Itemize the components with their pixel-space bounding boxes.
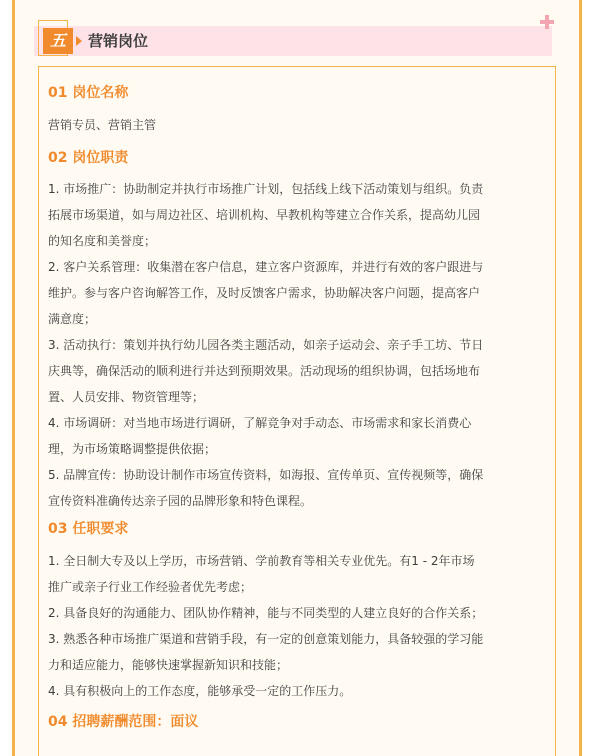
- duty-line: 3. 活动执行：策划并执行幼儿园各类主题活动，如亲子运动会、亲子手工坊、节日: [48, 338, 484, 352]
- duty-line: 理，为市场策略调整提供依据；: [48, 442, 217, 456]
- plus-icon: [540, 15, 554, 29]
- position-name-text: 营销专员、营销主管: [48, 118, 157, 132]
- section-number-badge: 五: [43, 28, 73, 54]
- duty-line: 维护。参与客户咨询解答工作，及时反馈客户需求，协助解决客户问题，提高客户: [48, 286, 481, 300]
- requirements-heading: 03 任职要求: [48, 521, 129, 537]
- duty-line: 2. 客户关系管理：收集潜在客户信息，建立客户资源库，并进行有效的客户跟进与: [48, 260, 484, 274]
- duty-line: 宣传资料准确传达亲子园的品牌形象和特色课程。: [48, 494, 313, 508]
- position-name-heading: 01 岗位名称: [48, 85, 129, 101]
- requirement-line: 推广或亲子行业工作经验者优先考虑；: [48, 580, 253, 594]
- requirement-line: 4. 具有积极向上的工作态度，能够承受一定的工作压力。: [48, 684, 352, 698]
- duty-line: 庆典等，确保活动的顺利进行并达到预期效果。活动现场的组织协调，包括场地布: [48, 364, 481, 378]
- duty-line: 的知名度和美誉度；: [48, 234, 157, 248]
- duty-line: 置、人员安排、物资管理等；: [48, 390, 205, 404]
- section-title: 营销岗位: [88, 32, 149, 50]
- duty-line: 满意度；: [48, 312, 97, 326]
- duty-line: 拓展市场渠道，如与周边社区、培训机构、早教机构等建立合作关系，提高幼儿园: [48, 208, 481, 222]
- requirement-line: 力和适应能力，能够快速掌握新知识和技能；: [48, 658, 289, 672]
- duty-line: 1. 市场推广：协助制定并执行市场推广计划，包括线上线下活动策划与组织。负责: [48, 182, 484, 196]
- requirement-line: 1. 全日制大专及以上学历，市场营销、学前教育等相关专业优先。有1 - 2年市场: [48, 554, 475, 568]
- requirement-line: 2. 具备良好的沟通能力、团队协作精神，能与不同类型的人建立良好的合作关系；: [48, 606, 484, 620]
- arrow-right-icon: [76, 36, 82, 46]
- salary-heading: 04 招聘薪酬范围：面议: [48, 714, 199, 730]
- duty-line: 5. 品牌宣传：协助设计制作市场宣传资料，如海报、宣传单页、宣传视频等，确保: [48, 468, 484, 482]
- duty-line: 4. 市场调研：对当地市场进行调研，了解竞争对手动态、市场需求和家长消费心: [48, 416, 472, 430]
- requirement-line: 3. 熟悉各种市场推广渠道和营销手段，有一定的创意策划能力，具备较强的学习能: [48, 632, 484, 646]
- duties-heading: 02 岗位职责: [48, 150, 129, 166]
